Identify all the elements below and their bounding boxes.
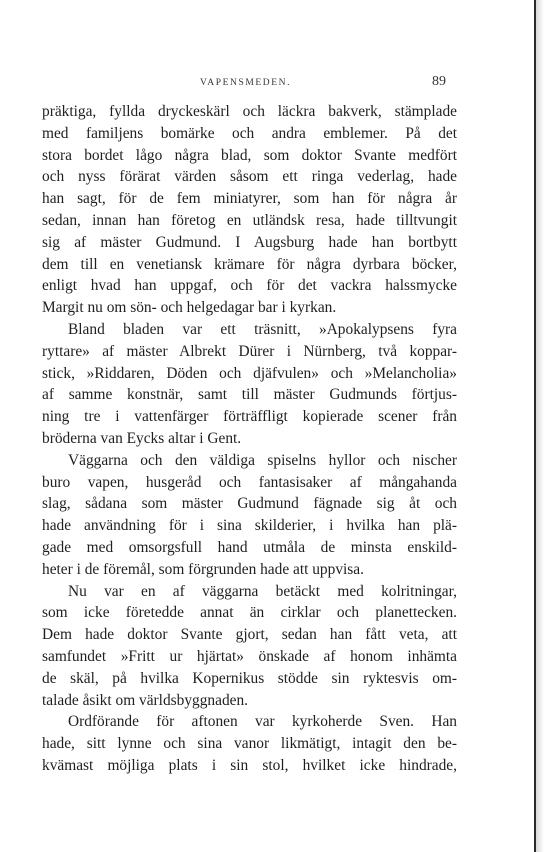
text-line: Nu var en af väggarna betäckt med kolritningar,: [68, 582, 457, 600]
text-line: han sagt, för de fem miniatyrer, som han för några år: [42, 190, 457, 208]
text-line: buro vapen, husgeråd och fantasisaker af mångahanda: [42, 473, 457, 491]
text-line: och nyss förärat värden såsom ett ringa vederlag, hade: [42, 168, 457, 186]
text-line: Bland bladen var ett träsnitt, »Apokalypsens fyra: [68, 320, 457, 338]
body-text: [42, 101, 457, 777]
text-line: ning tre i vattenfärger förträffligt kopierade scener från: [42, 408, 457, 426]
page-edge-shadow: [536, 0, 544, 852]
running-title: VAPENSMEDEN.: [200, 78, 292, 88]
text-line: stick, »Riddaren, Döden och djäfvulen» och »Melancholia»: [42, 364, 457, 382]
text-line: hade användning för i sina skilderier, i hvilka han plä-: [42, 517, 457, 535]
text-line: af samme konstnär, samt till mäster Gudmunds förtjus-: [42, 386, 457, 404]
text-line: som icke företedde annat än cirklar och planettecken.: [42, 604, 457, 622]
text-line: Ordförande för aftonen var kyrkoherde Sven. Han: [68, 713, 457, 731]
text-line: kvämast möjliga plats i sin stol, hvilket icke hindrade,: [42, 756, 457, 774]
text-line: stora bordet lågo några blad, som doktor Svante medfört: [42, 146, 457, 164]
text-line: Väggarna och den väldiga spiselns hyllor och nischer: [68, 451, 457, 469]
page-edge: [534, 0, 536, 852]
page-number: 89: [432, 74, 446, 89]
text-line: gade med omsorgsfull hand utmåla de minsta enskild-: [42, 538, 457, 556]
text-line: slag, sådana som mäster Gudmund fägnade sig åt och: [42, 495, 457, 513]
text-line: talade åsikt om världsbyggnaden.: [42, 691, 249, 709]
text-line: de skäl, på hvilka Kopernikus stödde sin ryktesvis om-: [42, 669, 457, 687]
text-line: med familjens bomärke och andra emblemer. På det: [42, 124, 457, 142]
text-line: enligt hvad han uppgaf, och för det vackra halssmycke: [42, 277, 457, 295]
text-line: dem till en venetiansk krämare för några dyrbara böcker,: [42, 255, 457, 273]
text-line: hade, sitt lynne och sina vanor likmätigt, intagit den be-: [42, 735, 457, 753]
text-line: Margit nu om sön- och helgedagar bar i kyrkan.: [42, 299, 337, 317]
text-line: sig af mäster Gudmund. I Augsburg hade han bortbytt: [42, 233, 457, 251]
text-line: samfundet »Fritt ur hjärtat» önskade af honom inhämta: [42, 647, 457, 665]
text-line: präktiga, fyllda dryckeskärl och läckra bakverk, stämplade: [42, 103, 457, 120]
text-line: bröderna van Eycks altar i Gent.: [42, 429, 242, 447]
text-line: ryttare» af mäster Albrekt Dürer i Nürnberg, två koppar-: [42, 342, 457, 360]
text-line: sedan, innan han företog en utländsk resa, hade tilltvungit: [42, 211, 457, 229]
text-line: heter i de föremål, som förgrunden hade att uppvisa.: [42, 560, 364, 578]
text-line: Dem hade doktor Svante gjort, sedan han fått veta, att: [42, 626, 457, 644]
